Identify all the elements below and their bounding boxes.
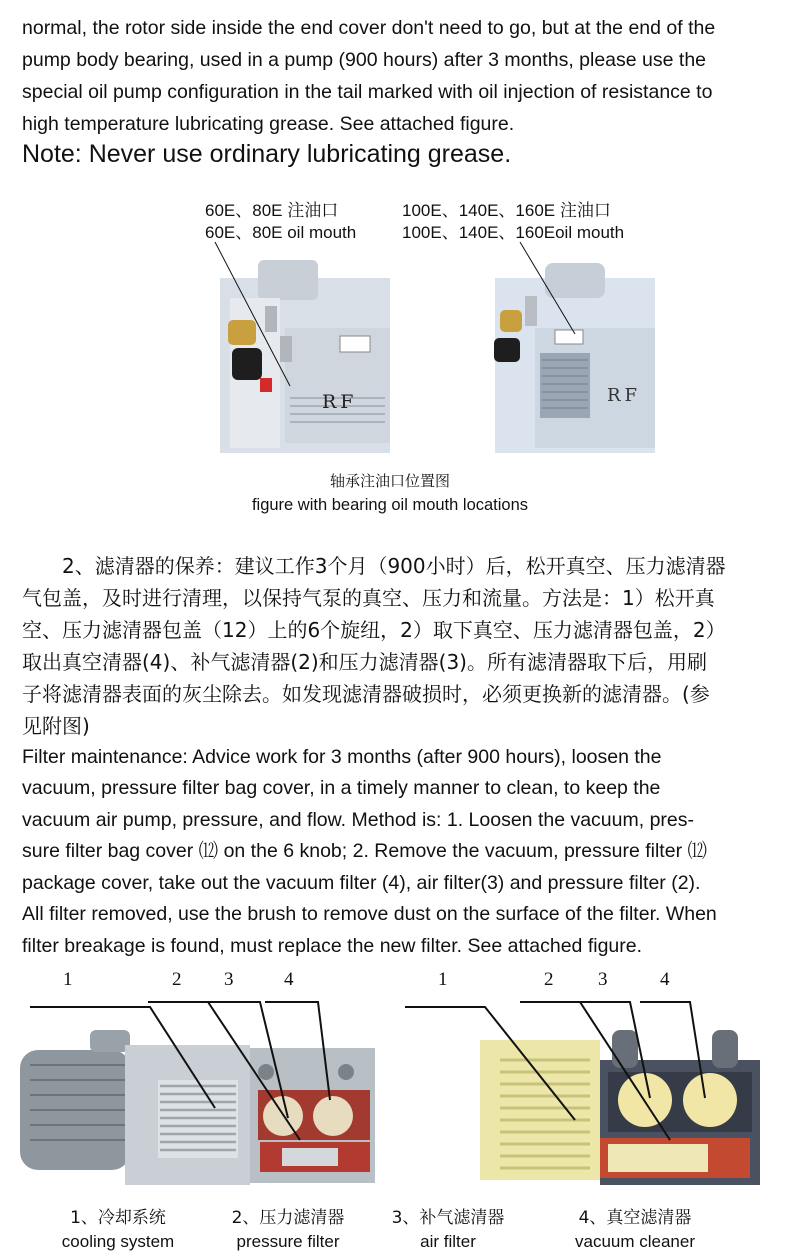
cn-line: 空、压力滤清器包盖（12）上的6个旋纽，2）取下真空、压力滤清器包盖，2） bbox=[22, 618, 726, 642]
left-pump-cutaway-image bbox=[20, 1030, 375, 1185]
legend-item-cooling-en: cooling system bbox=[61, 1232, 175, 1251]
left-pump-label-cn: 60E、80E 注油口 bbox=[205, 201, 339, 220]
right-pump-brand: RF bbox=[607, 385, 642, 406]
intro-line: pump body bearing, used in a pump (900 hours) after 3 months, please use the bbox=[22, 49, 707, 71]
right-pump-image bbox=[494, 263, 655, 453]
legend-item-pressure-en: pressure filter bbox=[236, 1232, 340, 1251]
en-line: filter breakage is found, must replace the new filter. See attached figure. bbox=[22, 935, 643, 957]
en-line: sure filter bag cover ⑿ on the 6 knob; 2. Remove the vacuum, pressure filter ⑿ bbox=[22, 840, 707, 862]
cn-line: 见附图) bbox=[22, 714, 90, 738]
cn-line: 子将滤清器表面的灰尘除去。如发现滤清器破损时，必须更换新的滤清器。(参 bbox=[22, 682, 710, 706]
left-callout-number: 1 bbox=[63, 969, 73, 990]
intro-line: special oil pump configuration in the tail marked with oil injection of resistance to bbox=[22, 81, 713, 103]
left-pump-image bbox=[220, 260, 390, 453]
legend-item-air-cn: 3、补气滤清器 bbox=[391, 1208, 505, 1228]
figure1-caption-cn: 轴承注油口位置图 bbox=[329, 472, 450, 490]
en-line: package cover, take out the vacuum filter (4), air filter(3) and pressure filter (2). bbox=[22, 872, 701, 894]
right-pump-label-cn: 100E、140E、160E 注油口 bbox=[402, 201, 611, 220]
left-pump-brand: RF bbox=[322, 391, 358, 413]
cn-line: 取出真空清器(4)、补气滤清器(2)和压力滤清器(3)。所有滤清器取下后，用刷 bbox=[22, 650, 707, 674]
left-pump-label-en: 60E、80E oil mouth bbox=[205, 223, 357, 242]
left-callout-number: 4 bbox=[284, 969, 294, 990]
legend-item-pressure-cn: 2、压力滤清器 bbox=[231, 1208, 345, 1228]
right-callout-number: 2 bbox=[544, 969, 554, 990]
intro-line: high temperature lubricating grease. See attached figure. bbox=[22, 113, 515, 135]
en-line: vacuum air pump, pressure, and flow. Method is: 1. Loosen the vacuum, pres- bbox=[22, 809, 695, 831]
oil-mouth-figure bbox=[0, 238, 800, 463]
en-line: All filter removed, use the brush to remove dust on the surface of the filter. When bbox=[22, 903, 717, 925]
filter-locations-figure bbox=[0, 990, 800, 1205]
right-callout-number: 1 bbox=[438, 969, 448, 990]
en-line: Filter maintenance: Advice work for 3 months (after 900 hours), loosen the bbox=[22, 746, 662, 768]
right-callout-number: 3 bbox=[598, 969, 608, 990]
figure1-caption-en: figure with bearing oil mouth locations bbox=[251, 496, 529, 514]
right-pump-label-en: 100E、140E、160Eoil mouth bbox=[402, 223, 625, 242]
legend-item-air-en: air filter bbox=[420, 1232, 476, 1251]
left-callout-number: 3 bbox=[224, 969, 234, 990]
cn-line: 气包盖，及时进行清理，以保持气泵的真空、压力和流量。方法是：1）松开真 bbox=[22, 586, 715, 610]
legend-item-vacuum-cn: 4、真空滤清器 bbox=[578, 1208, 692, 1228]
legend-item-cooling-cn: 1、冷却系统 bbox=[70, 1208, 166, 1228]
en-line: vacuum, pressure filter bag cover, in a timely manner to clean, to keep the bbox=[22, 777, 661, 799]
note-warning: Note: Never use ordinary lubricating grease. bbox=[22, 140, 512, 168]
legend-item-vacuum-en: vacuum cleaner bbox=[574, 1232, 695, 1251]
intro-line: normal, the rotor side inside the end cover don't need to go, but at the end of the bbox=[22, 17, 716, 39]
cn-line: 2、滤清器的保养：建议工作3个月（900小时）后，松开真空、压力滤清器 bbox=[22, 554, 726, 578]
right-callout-number: 4 bbox=[660, 969, 670, 990]
left-callout-number: 2 bbox=[172, 969, 182, 990]
